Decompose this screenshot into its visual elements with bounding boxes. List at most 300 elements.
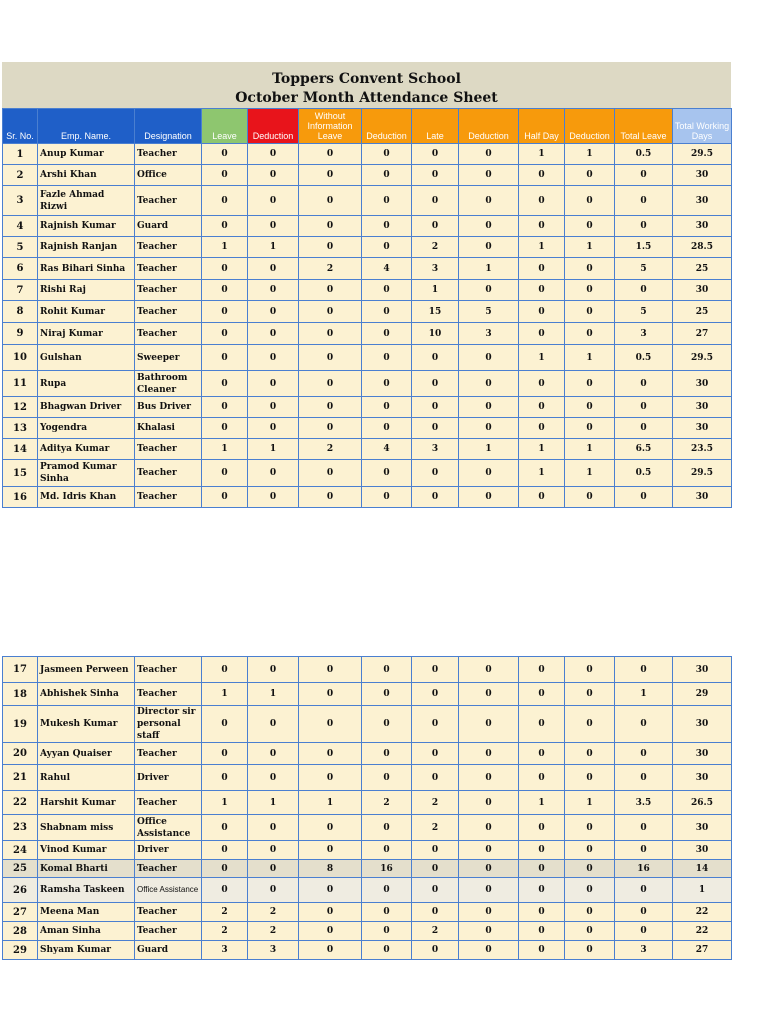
cell-sr-no: 11 — [3, 371, 38, 397]
cell-emp-name: Rahul — [38, 765, 135, 791]
cell-total-working-days: 30 — [673, 280, 732, 301]
table-row — [3, 903, 732, 922]
cell-leave-deduction: 0 — [248, 860, 299, 878]
cell-sr-no: 6 — [3, 258, 38, 280]
cell-total-working-days: 29.5 — [673, 144, 732, 165]
cell-late-deduction: 0 — [459, 487, 519, 508]
cell-total-leave: 0 — [615, 922, 673, 941]
cell-half-day-deduction: 0 — [565, 186, 615, 216]
cell-leave-deduction: 0 — [248, 706, 299, 743]
cell-late-deduction: 1 — [459, 258, 519, 280]
cell-without-info-leave: 0 — [299, 301, 362, 323]
cell-total-working-days: 14 — [673, 860, 732, 878]
cell-leave-deduction: 1 — [248, 237, 299, 258]
cell-designation: Office Assistance — [135, 878, 202, 903]
cell-without-info-leave: 0 — [299, 418, 362, 439]
cell-leave-deduction: 0 — [248, 878, 299, 903]
cell-emp-name: Abhishek Sinha — [38, 683, 135, 706]
cell-half-day-deduction: 0 — [565, 941, 615, 960]
attendance-table-part2-wrapper — [2, 656, 731, 960]
cell-wil-deduction: 0 — [362, 743, 412, 765]
cell-leave-deduction: 1 — [248, 439, 299, 460]
cell-half-day: 1 — [519, 791, 565, 815]
cell-total-working-days: 30 — [673, 815, 732, 841]
cell-total-leave: 0.5 — [615, 460, 673, 487]
cell-designation: Teacher — [135, 144, 202, 165]
cell-half-day: 0 — [519, 301, 565, 323]
table-row — [3, 371, 732, 397]
cell-designation: Bathroom Cleaner — [135, 371, 202, 397]
cell-half-day: 0 — [519, 706, 565, 743]
cell-late: 15 — [412, 301, 459, 323]
cell-total-leave: 0 — [615, 487, 673, 508]
cell-wil-deduction: 0 — [362, 941, 412, 960]
cell-leave: 0 — [202, 144, 248, 165]
cell-wil-deduction: 0 — [362, 460, 412, 487]
table-row — [3, 418, 732, 439]
cell-sr-no: 21 — [3, 765, 38, 791]
cell-designation: Teacher — [135, 860, 202, 878]
attendance-table-part1-wrapper — [2, 108, 731, 508]
cell-without-info-leave: 0 — [299, 878, 362, 903]
cell-designation: Sweeper — [135, 345, 202, 371]
cell-half-day: 0 — [519, 841, 565, 860]
cell-total-leave: 0 — [615, 815, 673, 841]
cell-emp-name: Aditya Kumar — [38, 439, 135, 460]
cell-half-day: 1 — [519, 460, 565, 487]
cell-wil-deduction: 0 — [362, 397, 412, 418]
cell-half-day: 0 — [519, 903, 565, 922]
cell-late-deduction: 0 — [459, 922, 519, 941]
cell-late: 0 — [412, 216, 459, 237]
cell-leave-deduction: 2 — [248, 922, 299, 941]
cell-total-working-days: 30 — [673, 706, 732, 743]
cell-designation: Driver — [135, 765, 202, 791]
cell-without-info-leave: 0 — [299, 657, 362, 683]
cell-half-day: 0 — [519, 186, 565, 216]
cell-total-working-days: 30 — [673, 657, 732, 683]
cell-emp-name: Harshit Kumar — [38, 791, 135, 815]
cell-wil-deduction: 0 — [362, 345, 412, 371]
cell-emp-name: Gulshan — [38, 345, 135, 371]
cell-late-deduction: 0 — [459, 460, 519, 487]
cell-leave-deduction: 0 — [248, 460, 299, 487]
cell-total-leave: 0 — [615, 280, 673, 301]
cell-sr-no: 2 — [3, 165, 38, 186]
cell-leave: 0 — [202, 165, 248, 186]
cell-leave-deduction: 2 — [248, 903, 299, 922]
cell-total-leave: 0 — [615, 765, 673, 791]
cell-sr-no: 7 — [3, 280, 38, 301]
cell-leave-deduction: 0 — [248, 144, 299, 165]
cell-designation: Office — [135, 165, 202, 186]
cell-without-info-leave: 0 — [299, 144, 362, 165]
attendance-rows-part1 — [3, 144, 732, 508]
cell-sr-no: 5 — [3, 237, 38, 258]
cell-late: 0 — [412, 371, 459, 397]
cell-sr-no: 29 — [3, 941, 38, 960]
cell-without-info-leave: 0 — [299, 706, 362, 743]
cell-leave-deduction: 0 — [248, 345, 299, 371]
cell-leave-deduction: 1 — [248, 791, 299, 815]
cell-half-day-deduction: 0 — [565, 878, 615, 903]
cell-half-day: 0 — [519, 487, 565, 508]
cell-late: 0 — [412, 418, 459, 439]
cell-late-deduction: 0 — [459, 791, 519, 815]
table-row — [3, 860, 732, 878]
cell-half-day: 0 — [519, 323, 565, 345]
cell-wil-deduction: 0 — [362, 216, 412, 237]
cell-leave: 2 — [202, 903, 248, 922]
cell-leave: 0 — [202, 323, 248, 345]
cell-total-working-days: 23.5 — [673, 439, 732, 460]
cell-half-day-deduction: 1 — [565, 237, 615, 258]
cell-late-deduction: 0 — [459, 237, 519, 258]
cell-sr-no: 17 — [3, 657, 38, 683]
cell-wil-deduction: 0 — [362, 815, 412, 841]
cell-emp-name: Rupa — [38, 371, 135, 397]
cell-leave-deduction: 0 — [248, 216, 299, 237]
cell-half-day-deduction: 0 — [565, 765, 615, 791]
cell-half-day: 0 — [519, 922, 565, 941]
cell-leave: 0 — [202, 371, 248, 397]
cell-designation: Guard — [135, 216, 202, 237]
cell-wil-deduction: 0 — [362, 922, 412, 941]
cell-without-info-leave: 8 — [299, 860, 362, 878]
cell-leave: 0 — [202, 860, 248, 878]
cell-sr-no: 24 — [3, 841, 38, 860]
cell-designation: Guard — [135, 941, 202, 960]
cell-late: 0 — [412, 706, 459, 743]
cell-leave: 0 — [202, 397, 248, 418]
cell-emp-name: Bhagwan Driver — [38, 397, 135, 418]
cell-half-day-deduction: 0 — [565, 706, 615, 743]
cell-total-leave: 3 — [615, 323, 673, 345]
cell-leave-deduction: 3 — [248, 941, 299, 960]
cell-late-deduction: 5 — [459, 301, 519, 323]
cell-total-working-days: 30 — [673, 765, 732, 791]
cell-late-deduction: 0 — [459, 903, 519, 922]
cell-emp-name: Pramod Kumar Sinha — [38, 460, 135, 487]
col-header-sr-no: Sr. No. — [3, 109, 38, 144]
cell-wil-deduction: 0 — [362, 144, 412, 165]
cell-half-day: 0 — [519, 397, 565, 418]
cell-sr-no: 4 — [3, 216, 38, 237]
cell-leave: 0 — [202, 765, 248, 791]
cell-leave-deduction: 0 — [248, 258, 299, 280]
cell-wil-deduction: 0 — [362, 237, 412, 258]
cell-late: 0 — [412, 487, 459, 508]
cell-emp-name: Md. Idris Khan — [38, 487, 135, 508]
cell-leave: 0 — [202, 418, 248, 439]
cell-total-working-days: 25 — [673, 301, 732, 323]
cell-leave-deduction: 0 — [248, 418, 299, 439]
cell-without-info-leave: 0 — [299, 903, 362, 922]
cell-emp-name: Niraj Kumar — [38, 323, 135, 345]
sheet-title-band — [2, 62, 731, 108]
cell-designation: Teacher — [135, 657, 202, 683]
cell-half-day-deduction: 0 — [565, 323, 615, 345]
cell-late-deduction: 0 — [459, 371, 519, 397]
cell-wil-deduction: 0 — [362, 903, 412, 922]
cell-late: 2 — [412, 791, 459, 815]
cell-late: 0 — [412, 683, 459, 706]
cell-late: 0 — [412, 841, 459, 860]
cell-emp-name: Anup Kumar — [38, 144, 135, 165]
cell-total-working-days: 30 — [673, 487, 732, 508]
col-header-late-deduction: Deduction — [459, 109, 519, 144]
cell-sr-no: 3 — [3, 186, 38, 216]
table-row — [3, 397, 732, 418]
cell-half-day-deduction: 0 — [565, 216, 615, 237]
cell-late-deduction: 1 — [459, 439, 519, 460]
cell-half-day: 0 — [519, 860, 565, 878]
cell-without-info-leave: 0 — [299, 765, 362, 791]
cell-half-day: 0 — [519, 815, 565, 841]
cell-late: 0 — [412, 460, 459, 487]
cell-without-info-leave: 0 — [299, 397, 362, 418]
cell-total-working-days: 29.5 — [673, 345, 732, 371]
col-header-late: Late — [412, 109, 459, 144]
cell-without-info-leave: 0 — [299, 216, 362, 237]
cell-half-day-deduction: 1 — [565, 144, 615, 165]
col-header-total-leave: Total Leave — [615, 109, 673, 144]
header-row — [3, 109, 732, 144]
cell-designation: Teacher — [135, 791, 202, 815]
cell-half-day: 0 — [519, 165, 565, 186]
col-header-half-day: Half Day — [519, 109, 565, 144]
cell-sr-no: 14 — [3, 439, 38, 460]
cell-half-day-deduction: 0 — [565, 922, 615, 941]
cell-late-deduction: 0 — [459, 280, 519, 301]
cell-sr-no: 12 — [3, 397, 38, 418]
cell-total-working-days: 30 — [673, 371, 732, 397]
cell-designation: Teacher — [135, 439, 202, 460]
col-header-without-info-leave: Without Information Leave — [299, 109, 362, 144]
cell-wil-deduction: 0 — [362, 878, 412, 903]
cell-designation: Teacher — [135, 683, 202, 706]
school-name: Toppers Convent School — [272, 71, 461, 87]
cell-leave: 1 — [202, 439, 248, 460]
cell-late-deduction: 0 — [459, 815, 519, 841]
cell-leave-deduction: 1 — [248, 683, 299, 706]
cell-designation: Driver — [135, 841, 202, 860]
cell-half-day-deduction: 1 — [565, 791, 615, 815]
cell-sr-no: 25 — [3, 860, 38, 878]
cell-late: 2 — [412, 922, 459, 941]
cell-wil-deduction: 0 — [362, 280, 412, 301]
cell-leave: 0 — [202, 301, 248, 323]
cell-leave: 0 — [202, 345, 248, 371]
cell-total-leave: 0 — [615, 216, 673, 237]
cell-total-working-days: 22 — [673, 903, 732, 922]
table-row — [3, 683, 732, 706]
cell-half-day-deduction: 0 — [565, 657, 615, 683]
cell-emp-name: Fazle Ahmad Rizwi — [38, 186, 135, 216]
cell-wil-deduction: 4 — [362, 258, 412, 280]
cell-sr-no: 10 — [3, 345, 38, 371]
cell-total-leave: 5 — [615, 258, 673, 280]
cell-leave: 3 — [202, 941, 248, 960]
cell-leave: 1 — [202, 683, 248, 706]
cell-total-working-days: 1 — [673, 878, 732, 903]
table-row — [3, 165, 732, 186]
cell-wil-deduction: 0 — [362, 841, 412, 860]
cell-emp-name: Rishi Raj — [38, 280, 135, 301]
cell-emp-name: Meena Man — [38, 903, 135, 922]
cell-sr-no: 23 — [3, 815, 38, 841]
cell-total-leave: 3.5 — [615, 791, 673, 815]
cell-designation: Teacher — [135, 922, 202, 941]
cell-designation: Teacher — [135, 903, 202, 922]
cell-leave: 0 — [202, 186, 248, 216]
cell-without-info-leave: 0 — [299, 280, 362, 301]
cell-total-leave: 0 — [615, 903, 673, 922]
cell-emp-name: Vinod Kumar — [38, 841, 135, 860]
table-row — [3, 301, 732, 323]
cell-wil-deduction: 2 — [362, 791, 412, 815]
cell-late-deduction: 0 — [459, 397, 519, 418]
cell-late-deduction: 0 — [459, 860, 519, 878]
cell-half-day: 0 — [519, 878, 565, 903]
cell-emp-name: Jasmeen Perween — [38, 657, 135, 683]
cell-wil-deduction: 16 — [362, 860, 412, 878]
cell-without-info-leave: 1 — [299, 791, 362, 815]
cell-half-day: 1 — [519, 439, 565, 460]
cell-leave: 0 — [202, 706, 248, 743]
cell-leave: 0 — [202, 280, 248, 301]
cell-late: 2 — [412, 815, 459, 841]
table-row — [3, 144, 732, 165]
cell-designation: Teacher — [135, 323, 202, 345]
cell-emp-name: Mukesh Kumar — [38, 706, 135, 743]
cell-half-day: 1 — [519, 237, 565, 258]
cell-leave: 1 — [202, 791, 248, 815]
cell-leave-deduction: 0 — [248, 280, 299, 301]
cell-total-working-days: 27 — [673, 323, 732, 345]
cell-leave-deduction: 0 — [248, 815, 299, 841]
cell-leave: 0 — [202, 258, 248, 280]
cell-leave: 0 — [202, 815, 248, 841]
cell-wil-deduction: 0 — [362, 186, 412, 216]
table-row — [3, 791, 732, 815]
cell-total-working-days: 22 — [673, 922, 732, 941]
cell-designation: Teacher — [135, 460, 202, 487]
table-row — [3, 941, 732, 960]
cell-half-day: 1 — [519, 144, 565, 165]
cell-leave: 0 — [202, 841, 248, 860]
cell-late: 0 — [412, 903, 459, 922]
cell-designation: Teacher — [135, 186, 202, 216]
attendance-table-part2 — [2, 656, 732, 960]
cell-without-info-leave: 0 — [299, 683, 362, 706]
col-header-leave-deduction: Deduction — [248, 109, 299, 144]
cell-half-day-deduction: 0 — [565, 371, 615, 397]
cell-without-info-leave: 0 — [299, 743, 362, 765]
cell-leave-deduction: 0 — [248, 301, 299, 323]
cell-total-leave: 0.5 — [615, 144, 673, 165]
cell-late: 0 — [412, 186, 459, 216]
cell-total-working-days: 29 — [673, 683, 732, 706]
cell-late-deduction: 0 — [459, 941, 519, 960]
cell-half-day-deduction: 0 — [565, 841, 615, 860]
cell-total-working-days: 30 — [673, 418, 732, 439]
cell-wil-deduction: 0 — [362, 418, 412, 439]
table-row — [3, 706, 732, 743]
cell-wil-deduction: 0 — [362, 765, 412, 791]
cell-total-working-days: 30 — [673, 841, 732, 860]
cell-emp-name: Aman Sinha — [38, 922, 135, 941]
cell-total-leave: 1.5 — [615, 237, 673, 258]
cell-designation: Office Assistance — [135, 815, 202, 841]
cell-total-leave: 1 — [615, 683, 673, 706]
col-header-total-working-days: Total Working Days — [673, 109, 732, 144]
cell-designation: Director sir personal staff — [135, 706, 202, 743]
cell-late-deduction: 0 — [459, 657, 519, 683]
cell-leave-deduction: 0 — [248, 487, 299, 508]
cell-total-working-days: 30 — [673, 743, 732, 765]
cell-total-leave: 0 — [615, 706, 673, 743]
cell-emp-name: Shabnam miss — [38, 815, 135, 841]
cell-without-info-leave: 0 — [299, 941, 362, 960]
cell-without-info-leave: 0 — [299, 487, 362, 508]
table-row — [3, 237, 732, 258]
cell-late: 0 — [412, 144, 459, 165]
cell-without-info-leave: 0 — [299, 460, 362, 487]
cell-total-leave: 16 — [615, 860, 673, 878]
cell-late-deduction: 0 — [459, 216, 519, 237]
cell-half-day-deduction: 0 — [565, 397, 615, 418]
table-row — [3, 878, 732, 903]
cell-late-deduction: 3 — [459, 323, 519, 345]
cell-total-leave: 0 — [615, 165, 673, 186]
col-header-half-day-deduction: Deduction — [565, 109, 615, 144]
cell-leave: 0 — [202, 878, 248, 903]
cell-emp-name: Arshi Khan — [38, 165, 135, 186]
cell-wil-deduction: 0 — [362, 657, 412, 683]
cell-emp-name: Ramsha Taskeen — [38, 878, 135, 903]
cell-without-info-leave: 2 — [299, 258, 362, 280]
cell-late: 0 — [412, 345, 459, 371]
cell-sr-no: 16 — [3, 487, 38, 508]
cell-half-day-deduction: 0 — [565, 683, 615, 706]
cell-late: 2 — [412, 237, 459, 258]
cell-designation: Teacher — [135, 301, 202, 323]
cell-total-leave: 0.5 — [615, 345, 673, 371]
cell-total-leave: 0 — [615, 397, 673, 418]
cell-emp-name: Ras Bihari Sinha — [38, 258, 135, 280]
col-header-leave: Leave — [202, 109, 248, 144]
cell-sr-no: 20 — [3, 743, 38, 765]
cell-total-working-days: 25 — [673, 258, 732, 280]
cell-sr-no: 9 — [3, 323, 38, 345]
table-row — [3, 765, 732, 791]
cell-wil-deduction: 0 — [362, 371, 412, 397]
col-header-designation: Designation — [135, 109, 202, 144]
cell-half-day: 1 — [519, 345, 565, 371]
cell-late: 0 — [412, 878, 459, 903]
cell-without-info-leave: 0 — [299, 345, 362, 371]
cell-without-info-leave: 2 — [299, 439, 362, 460]
cell-total-working-days: 26.5 — [673, 791, 732, 815]
cell-late-deduction: 0 — [459, 345, 519, 371]
table-row — [3, 186, 732, 216]
cell-late: 0 — [412, 743, 459, 765]
cell-late-deduction: 0 — [459, 878, 519, 903]
cell-sr-no: 22 — [3, 791, 38, 815]
cell-half-day-deduction: 0 — [565, 258, 615, 280]
cell-sr-no: 8 — [3, 301, 38, 323]
